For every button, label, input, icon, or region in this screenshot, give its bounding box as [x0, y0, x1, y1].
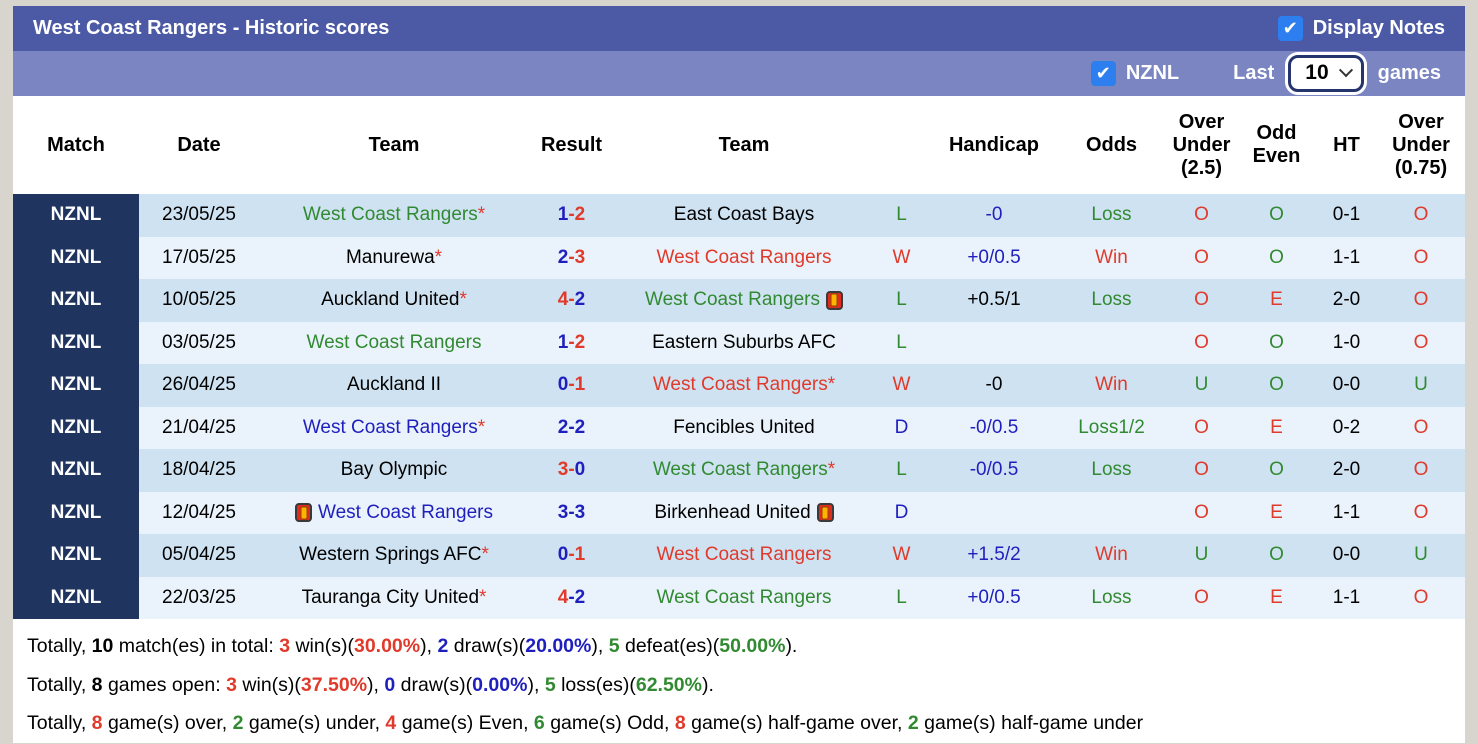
- over-under-075-cell: O: [1413, 586, 1429, 608]
- home-team: [259, 237, 529, 280]
- league-cell: NZNL: [13, 322, 139, 365]
- home-team-label: West Coast Rangers*: [302, 416, 486, 438]
- away-team-label: West Coast Rangers*: [652, 374, 836, 396]
- half-time-cell: 1-1: [1332, 501, 1361, 523]
- summary-line: [27, 627, 1451, 666]
- over-under-075-cell: O: [1413, 416, 1429, 438]
- date-cell: 23/05/25: [162, 204, 236, 226]
- summary-text: game(s) over,: [102, 712, 233, 734]
- home-team-label: Tauranga City United*: [301, 586, 487, 608]
- odds-cell: [1059, 322, 1164, 365]
- result-letter-cell: W: [892, 544, 911, 566]
- over-under-075-cell: O: [1413, 331, 1429, 353]
- home-team: [259, 449, 529, 492]
- league-cell: NZNL: [13, 237, 139, 280]
- over-under-075-cell: O: [1413, 289, 1429, 311]
- home-team: [259, 194, 529, 237]
- score-dash: -: [568, 204, 575, 226]
- home-score: 2: [557, 416, 569, 438]
- title-bar: [13, 6, 1465, 51]
- league-filter-checkbox[interactable]: [1091, 61, 1116, 86]
- over-under-075-cell: O: [1413, 501, 1429, 523]
- home-score: 4: [557, 289, 569, 311]
- half-time-cell: 0-0: [1332, 544, 1361, 566]
- odd-even-cell: O: [1269, 544, 1284, 566]
- over-under-25-cell: O: [1194, 289, 1209, 311]
- summary-text: 2: [437, 635, 449, 657]
- home-team: [259, 577, 529, 620]
- over-under-25-cell: O: [1194, 416, 1209, 438]
- over-under-25-cell: O: [1194, 246, 1209, 268]
- half-time-cell: 0-2: [1332, 416, 1361, 438]
- score-dash: -: [568, 289, 575, 311]
- home-score: 4: [557, 586, 569, 608]
- home-team: [259, 492, 529, 535]
- table-row: [13, 364, 1465, 407]
- away-score: 2: [574, 331, 586, 353]
- home-score: 2: [557, 246, 569, 268]
- home-team: [259, 279, 529, 322]
- handicap-cell: -0: [985, 374, 1003, 396]
- home-team-label: West Coast Rangers: [306, 331, 482, 353]
- over-under-25-cell: O: [1194, 501, 1209, 523]
- result-letter-cell: L: [896, 586, 907, 608]
- odds-cell: Loss: [1091, 204, 1132, 226]
- away-score: 1: [574, 374, 586, 396]
- summary-text: match(es) in total:: [113, 635, 280, 657]
- red-card-icon: [817, 503, 834, 522]
- away-team-label: West Coast Rangers: [656, 246, 832, 268]
- league-cell: NZNL: [13, 407, 139, 450]
- table-row: [13, 534, 1465, 577]
- away-team: [614, 449, 874, 492]
- summary-text: 8: [91, 712, 103, 734]
- display-notes-checkbox[interactable]: [1278, 16, 1303, 41]
- result-letter-cell: D: [894, 501, 909, 523]
- odds-cell: Win: [1095, 374, 1128, 396]
- summary-text: ),: [420, 635, 438, 657]
- score-dash: -: [568, 331, 575, 353]
- score-dash: -: [568, 416, 575, 438]
- summary-text: 2: [907, 712, 919, 734]
- odds-cell: Loss: [1091, 289, 1132, 311]
- summary-section: [13, 619, 1465, 743]
- result-cell: [529, 194, 614, 237]
- date-cell: 03/05/25: [162, 331, 236, 353]
- odd-even-cell: E: [1270, 586, 1283, 608]
- score-dash: -: [568, 374, 575, 396]
- away-score: 2: [574, 289, 586, 311]
- result-cell: [529, 492, 614, 535]
- odds-cell: [1059, 492, 1164, 535]
- table-row: [13, 322, 1465, 365]
- summary-text: game(s) half-game under: [918, 712, 1144, 734]
- result-cell: [529, 364, 614, 407]
- result-cell: [529, 577, 614, 620]
- odd-even-cell: O: [1269, 374, 1284, 396]
- summary-text: 6: [533, 712, 545, 734]
- summary-text: 3: [226, 673, 237, 696]
- table-row: [13, 194, 1465, 237]
- historic-scores-panel: [13, 6, 1465, 738]
- summary-text: ).: [701, 673, 714, 696]
- home-score: 1: [557, 331, 569, 353]
- over-under-25-cell: O: [1194, 586, 1209, 608]
- asterisk-mark: *: [477, 204, 486, 226]
- summary-text: game(s) Odd,: [544, 712, 675, 734]
- away-team-label: West Coast Rangers: [656, 586, 832, 608]
- away-team: [614, 364, 874, 407]
- summary-text: defeat(es)(: [619, 635, 720, 657]
- display-notes-label: Display Notes: [1312, 17, 1445, 39]
- half-time-cell: 1-0: [1332, 331, 1361, 353]
- away-score: 2: [574, 416, 586, 438]
- summary-text: 62.50%: [635, 673, 702, 696]
- summary-text: ).: [785, 635, 798, 657]
- result-cell: [529, 237, 614, 280]
- table-row: [13, 279, 1465, 322]
- home-score: 3: [557, 459, 569, 481]
- summary-text: 8: [91, 673, 103, 696]
- summary-line: [27, 704, 1451, 743]
- home-team-label: Bay Olympic: [340, 459, 448, 481]
- home-score: 0: [557, 374, 569, 396]
- odds-cell: Loss: [1091, 586, 1132, 608]
- summary-text: Totally,: [27, 712, 92, 734]
- summary-text: 20.00%: [525, 635, 592, 657]
- table-body: [13, 194, 1465, 619]
- summary-text: win(s)(: [236, 673, 301, 696]
- column-header: Over Under (2.5): [1172, 110, 1231, 179]
- summary-line: [27, 666, 1451, 705]
- date-cell: 05/04/25: [162, 544, 236, 566]
- away-team: [614, 492, 874, 535]
- table-row: [13, 407, 1465, 450]
- summary-text: Totally,: [27, 673, 92, 696]
- away-team: [614, 577, 874, 620]
- score-dash: -: [568, 544, 575, 566]
- away-team: [614, 407, 874, 450]
- league-cell: NZNL: [13, 364, 139, 407]
- table-row: [13, 449, 1465, 492]
- over-under-075-cell: O: [1413, 246, 1429, 268]
- column-header: Handicap: [948, 133, 1040, 156]
- half-time-cell: 0-0: [1332, 374, 1361, 396]
- odd-even-cell: O: [1269, 246, 1284, 268]
- half-time-cell: 1-1: [1332, 586, 1361, 608]
- result-letter-cell: D: [894, 416, 909, 438]
- home-team-label: Western Springs AFC*: [299, 544, 489, 566]
- home-team: [259, 322, 529, 365]
- home-team-label: Auckland United*: [321, 289, 467, 311]
- summary-text: loss(es)(: [555, 673, 636, 696]
- summary-text: ),: [367, 673, 385, 696]
- asterisk-mark: *: [479, 586, 487, 608]
- score-dash: -: [568, 586, 575, 608]
- red-card-icon: [295, 503, 312, 522]
- over-under-075-cell: O: [1413, 459, 1429, 481]
- date-cell: 26/04/25: [162, 374, 236, 396]
- half-time-cell: 1-1: [1332, 246, 1361, 268]
- result-letter-cell: W: [892, 374, 911, 396]
- date-cell: 12/04/25: [162, 501, 236, 523]
- over-under-25-cell: O: [1194, 204, 1209, 226]
- half-time-cell: 2-0: [1332, 459, 1361, 481]
- odd-even-cell: O: [1269, 204, 1284, 226]
- away-team-label: Fencibles United: [673, 416, 815, 438]
- result-letter-cell: L: [896, 459, 907, 481]
- summary-text: 8: [674, 712, 686, 734]
- away-score: 1: [574, 544, 586, 566]
- summary-text: 50.00%: [719, 635, 786, 657]
- summary-text: 0.00%: [472, 673, 528, 696]
- last-games-select[interactable]: [1288, 55, 1363, 92]
- table-row: [13, 492, 1465, 535]
- league-cell: NZNL: [13, 534, 139, 577]
- home-team-label: West Coast Rangers: [318, 501, 493, 523]
- odds-cell: Win: [1095, 544, 1128, 566]
- summary-text: Totally,: [27, 635, 92, 657]
- column-header: HT: [1333, 133, 1360, 156]
- handicap-cell: +0.5/1: [967, 289, 1021, 311]
- odd-even-cell: E: [1270, 416, 1283, 438]
- odds-cell: Loss: [1091, 459, 1132, 481]
- column-header: Odd Even: [1252, 122, 1301, 167]
- table-row: [13, 237, 1465, 280]
- score-dash: -: [568, 459, 575, 481]
- summary-text: game(s) half-game over,: [685, 712, 908, 734]
- home-team-label: West Coast Rangers*: [302, 204, 486, 226]
- home-team: [259, 407, 529, 450]
- column-header: Odds: [1085, 133, 1138, 156]
- result-cell: [529, 534, 614, 577]
- result-letter-cell: L: [896, 331, 907, 353]
- summary-text: 10: [91, 635, 114, 657]
- away-team-label: West Coast Rangers: [645, 289, 820, 311]
- last-games-selected-value: 10: [1305, 60, 1329, 84]
- odd-even-cell: E: [1270, 289, 1283, 311]
- home-team-label: Manurewa*: [345, 246, 443, 268]
- summary-text: 4: [385, 712, 397, 734]
- home-score: 3: [557, 501, 569, 523]
- handicap-cell: +0/0.5: [967, 586, 1021, 608]
- result-letter-cell: L: [896, 289, 907, 311]
- odd-even-cell: E: [1270, 501, 1283, 523]
- date-cell: 18/04/25: [162, 459, 236, 481]
- odd-even-cell: O: [1269, 459, 1284, 481]
- half-time-cell: 0-1: [1332, 204, 1361, 226]
- date-cell: 22/03/25: [162, 586, 236, 608]
- filter-bar: [13, 51, 1465, 96]
- summary-text: game(s) Even,: [396, 712, 534, 734]
- chevron-down-icon: [1339, 63, 1353, 77]
- handicap-cell: [929, 322, 1059, 365]
- away-team-label: Eastern Suburbs AFC: [652, 331, 836, 353]
- score-dash: -: [568, 501, 575, 523]
- summary-text: 2: [232, 712, 244, 734]
- column-header: Date: [177, 133, 221, 156]
- away-team-label: West Coast Rangers*: [652, 459, 836, 481]
- asterisk-mark: *: [481, 544, 489, 566]
- column-header: Over Under (0.75): [1392, 110, 1450, 179]
- result-cell: [529, 449, 614, 492]
- summary-text: games open:: [102, 673, 227, 696]
- asterisk-mark: *: [827, 459, 836, 481]
- page-title: West Coast Rangers - Historic scores: [33, 17, 390, 39]
- asterisk-mark: *: [477, 416, 486, 438]
- asterisk-mark: *: [434, 246, 443, 268]
- games-label: games: [1377, 62, 1441, 84]
- date-cell: 21/04/25: [162, 416, 236, 438]
- handicap-cell: +0/0.5: [967, 246, 1021, 268]
- handicap-cell: +1.5/2: [967, 544, 1021, 566]
- summary-text: draw(s)(: [448, 635, 526, 657]
- over-under-075-cell: U: [1414, 374, 1428, 396]
- away-team: [614, 237, 874, 280]
- column-header: Team: [368, 133, 420, 156]
- date-cell: 10/05/25: [162, 289, 236, 311]
- away-team-label: East Coast Bays: [673, 204, 815, 226]
- over-under-25-cell: O: [1194, 331, 1209, 353]
- away-team-label: West Coast Rangers: [656, 544, 832, 566]
- summary-text: draw(s)(: [395, 673, 473, 696]
- column-header: Result: [540, 133, 603, 156]
- away-team: [614, 279, 874, 322]
- result-letter-cell: L: [896, 204, 907, 226]
- result-letter-cell: W: [892, 246, 911, 268]
- column-header: Match: [47, 133, 105, 156]
- odds-cell: Win: [1095, 246, 1128, 268]
- league-filter-label: NZNL: [1125, 62, 1180, 84]
- summary-text: ),: [527, 673, 545, 696]
- summary-text: 37.50%: [300, 673, 368, 696]
- half-time-cell: 2-0: [1332, 289, 1361, 311]
- away-score: 3: [574, 501, 586, 523]
- home-score: 0: [557, 544, 569, 566]
- away-team: [614, 534, 874, 577]
- result-cell: [529, 279, 614, 322]
- league-cell: NZNL: [13, 492, 139, 535]
- table-header-row: [13, 96, 1465, 194]
- over-under-25-cell: U: [1194, 544, 1209, 566]
- table-row: [13, 577, 1465, 620]
- summary-text: 0: [384, 673, 396, 696]
- home-team-label: Auckland II: [347, 374, 441, 396]
- date-cell: 17/05/25: [162, 246, 236, 268]
- league-cell: NZNL: [13, 279, 139, 322]
- score-dash: -: [568, 246, 575, 268]
- asterisk-mark: *: [459, 289, 467, 311]
- home-score: 1: [557, 204, 569, 226]
- league-cell: NZNL: [13, 577, 139, 620]
- away-score: 0: [574, 459, 586, 481]
- column-header: Team: [718, 133, 770, 156]
- handicap-cell: -0/0.5: [969, 459, 1019, 481]
- over-under-25-cell: O: [1194, 459, 1209, 481]
- over-under-25-cell: U: [1194, 374, 1209, 396]
- handicap-cell: [929, 492, 1059, 535]
- summary-text: ),: [591, 635, 609, 657]
- last-label: Last: [1233, 62, 1275, 84]
- summary-text: 5: [608, 635, 620, 657]
- asterisk-mark: *: [827, 374, 836, 396]
- summary-text: game(s) under,: [243, 712, 386, 734]
- summary-text: 3: [279, 635, 291, 657]
- over-under-075-cell: U: [1414, 544, 1428, 566]
- over-under-075-cell: O: [1413, 204, 1429, 226]
- league-cell: NZNL: [13, 194, 139, 237]
- summary-text: 30.00%: [353, 635, 421, 657]
- result-cell: [529, 407, 614, 450]
- summary-text: 5: [544, 673, 556, 696]
- away-score: 2: [574, 204, 586, 226]
- summary-text: win(s)(: [290, 635, 354, 657]
- away-team: [614, 322, 874, 365]
- away-team-label: Birkenhead United: [654, 501, 811, 523]
- away-team: [614, 194, 874, 237]
- red-card-icon: [826, 291, 843, 310]
- odds-cell: Loss1/2: [1078, 416, 1145, 438]
- odd-even-cell: O: [1269, 331, 1284, 353]
- home-team: [259, 364, 529, 407]
- away-score: 3: [574, 246, 586, 268]
- result-cell: [529, 322, 614, 365]
- handicap-cell: -0: [985, 204, 1003, 226]
- handicap-cell: -0/0.5: [969, 416, 1019, 438]
- away-score: 2: [574, 586, 586, 608]
- league-cell: NZNL: [13, 449, 139, 492]
- home-team: [259, 534, 529, 577]
